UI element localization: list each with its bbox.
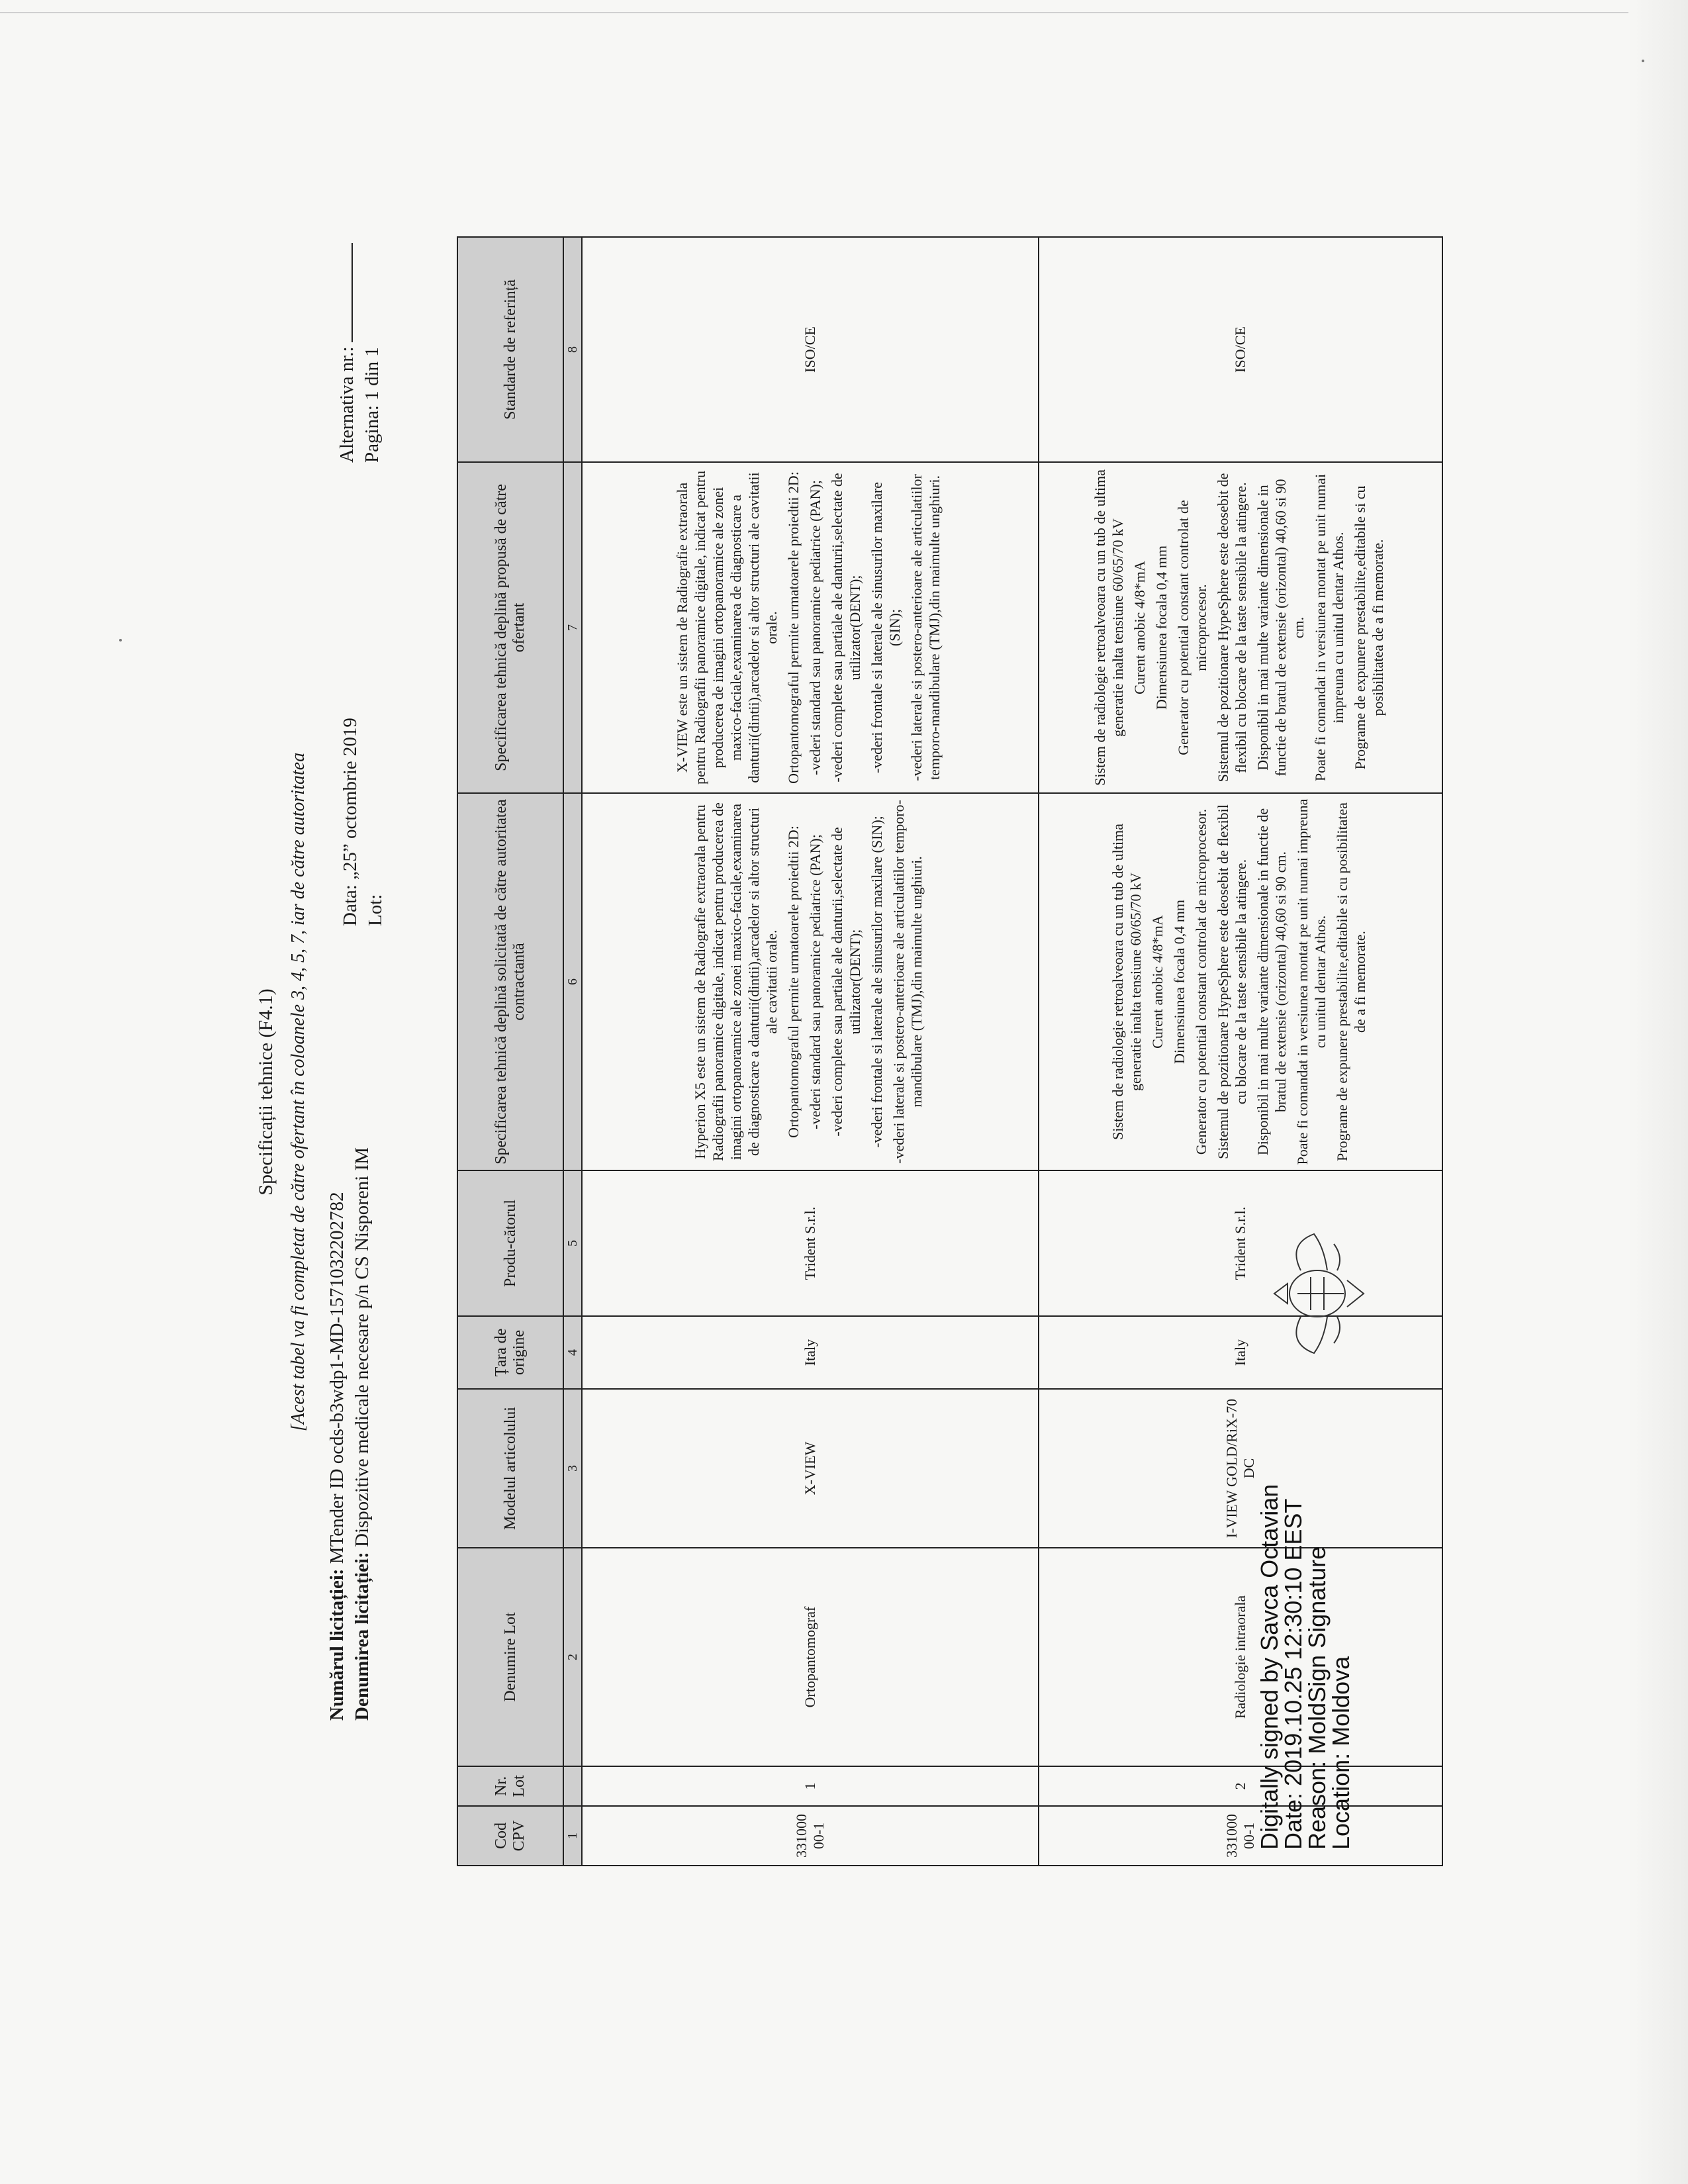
spec-paragraph: Dimensiunea focala 0,4 mm [1152, 545, 1170, 710]
lot-label: Lot: [365, 894, 386, 926]
spec-paragraph: X-VIEW este un sistem de Radiografie extraorala pentru Radiografii panoramice digitale, indicat pentru producerea de imagini ortopanoramice ale zonei maxico-faciale,examinarea de diagnosticare a danturii(dintii),arcadelor si altor structuri ale cavitatii orale. [674, 470, 780, 785]
cell-model: X-VIEW [582, 1389, 1039, 1548]
col-header-producer: Produ-cătorul [457, 1170, 563, 1316]
spec-paragraph: Programe de expunere prestabilite,editabile si cu posibilitatea de a fi memorate. [1351, 485, 1386, 770]
col-header-nr-lot: Nr. Lot [457, 1766, 563, 1806]
spec-paragraph: Sistemul de pozitionare HypeSphere este deosebit de flexibil cu blocare de la taste sensibile la atingere. [1214, 473, 1249, 783]
alternative-blank [352, 243, 353, 342]
col-number: 6 [563, 793, 582, 1170]
cell-lot-name: Radiologie intraorala [1039, 1548, 1442, 1766]
spec-paragraph: Ortopantomograful permite urmatoarele proiedtii 2D: [785, 826, 802, 1138]
spec-paragraph: -vederi complete sau partiale ale danturii,selectate de utilizator(DENT); [829, 473, 863, 783]
date-value: „25” octombrie 2019 [340, 718, 361, 880]
spec-paragraph: -vederi complete sau partiale ale danturii,selectate de utilizator(DENT); [829, 827, 863, 1137]
signature-line: Reason: MoldSign Signature [1303, 1546, 1331, 1850]
spec-paragraph: Poate fi comandat in versiunea montat pe unit numai impreuna cu unitul dentar Athos. [1293, 798, 1329, 1165]
digital-signature [1258, 1484, 1353, 1850]
spec-paragraph: Hyperion X5 este un sistem de Radiografie extraorala pentru Radiografii panoramice digitale, indicat pentru producerea de imagini ortopanoramice ale zonei maxico-faciale,examinarea de diagnosticare a danturii(dintii),arcadelor si altor structuri ale cavitatii orale. [692, 802, 780, 1161]
document-subtitle: [Acest tabel va fi completat de către ofertant în coloanele 3, 4, 5, 7, iar de către autoritatea [288, 752, 308, 1432]
cell-spec-offered [1039, 462, 1442, 793]
cell-cpv: 331000 00-1 [1039, 1806, 1442, 1866]
col-header-country: Țara de origine [457, 1316, 563, 1389]
alternative-page-info [334, 243, 385, 463]
spec-paragraph: Sistemul de pozitionare HypeSphere este deosebit de flexibil cu blocare de la taste sensibile la atingere. [1214, 804, 1249, 1159]
cell-nr-lot: 2 [1039, 1766, 1442, 1806]
spec-paragraph: -vederi frontale si laterale ale sinusurilor maxilare (SIN); [868, 482, 903, 773]
cell-spec-requested [582, 793, 1039, 1170]
cell-standard: ISO/CE [1039, 237, 1442, 462]
cell-producer: Trident S.r.l. [1039, 1170, 1442, 1316]
spec-paragraph: Programe de expunere prestabilite,editabile si cu posibilitatea de a fi memorate. [1333, 802, 1368, 1161]
col-number: 4 [563, 1316, 582, 1389]
spec-paragraph: Generator cu potential constant controlat de microprocesor. [1174, 500, 1209, 755]
alternative-label: Alternativa nr.: [336, 346, 357, 463]
tender-info [324, 1147, 375, 1721]
tender-number-label: Numărul licitației: [326, 1568, 348, 1721]
col-number: 3 [563, 1389, 582, 1548]
spec-paragraph: Sistem de radiologie retroalveoara cu un tub de ultima generatie inalta tensiune 60/65/70 kV [1109, 824, 1144, 1140]
col-header-standards: Standarde de referință [457, 237, 563, 462]
col-number: 8 [563, 237, 582, 462]
signature-line: Location: Moldova [1327, 1656, 1354, 1850]
col-header-cpv: Cod CPV [457, 1806, 563, 1866]
spec-paragraph: Dimensiunea focala 0,4 mm [1170, 899, 1188, 1065]
date-label: Data: [340, 884, 361, 926]
col-number: 1 [563, 1806, 582, 1866]
page-value: 1 din 1 [361, 347, 383, 401]
col-number: 7 [563, 462, 582, 793]
cell-nr-lot: 1 [582, 1766, 1039, 1806]
cell-country: Italy [582, 1316, 1039, 1389]
spec-paragraph: Disponibil in mai multe variante dimensionale in functie de bratul de extensie (orizontal) 40,60 si 90 cm. [1254, 479, 1307, 777]
cell-spec-requested [1039, 793, 1442, 1170]
spec-paragraph: -vederi frontale si laterale ale sinusurilor maxilare (SIN); [868, 816, 885, 1148]
col-header-spec-requested: Specificarea tehnică deplină solicitată de către autoritatea contractantă [457, 793, 563, 1170]
cell-lot-name: Ortopantomograf [582, 1548, 1039, 1766]
spec-paragraph: Generator cu potential constant controlat de microprocesor. [1192, 808, 1209, 1155]
tender-name-value: Dispozitive medicale necesare p/n CS Nisporeni IM [352, 1147, 373, 1547]
col-number: 5 [563, 1170, 582, 1316]
cell-spec-offered [582, 462, 1039, 793]
col-number [563, 1766, 582, 1806]
col-number: 2 [563, 1548, 582, 1766]
signature-line: Date: 2019.10.25 12:30:10 EEST [1280, 1498, 1307, 1850]
col-header-lot-name: Denumire Lot [457, 1548, 563, 1766]
signature-line: Digitally signed by Savca Octavian [1256, 1484, 1283, 1850]
cell-standard: ISO/CE [582, 237, 1039, 462]
column-number-row [563, 237, 582, 1866]
table-row [1039, 237, 1442, 1866]
cell-producer: Trident S.r.l. [582, 1170, 1039, 1316]
table-row [582, 237, 1039, 1866]
spec-paragraph: Curent anobic 4/8*mA [1149, 915, 1166, 1049]
spec-paragraph: -vederi standard sau panoramice pediatrice (PAN); [807, 834, 823, 1129]
spec-paragraph: Ortopantomograful permite urmatoarele proiedtii 2D: [785, 471, 802, 784]
cell-cpv: 331000 00-1 [582, 1806, 1039, 1866]
page-label: Pagina: [361, 405, 383, 463]
document-title: Specificații tehnice (F4.1) [255, 988, 277, 1196]
spec-paragraph: -vederi laterale si postero-anterioare ale articulatiilor temporo-mandibulare (TMJ),din maimulte unghiuri. [890, 800, 925, 1164]
spec-paragraph: -vederi standard sau panoramice pediatrice (PAN); [807, 480, 823, 775]
date-lot-info [338, 718, 388, 926]
col-header-spec-offered: Specificarea tehnică deplină propusă de către ofertant [457, 462, 563, 793]
col-header-model: Modelul articolului [457, 1389, 563, 1548]
spec-paragraph: Disponibil in mai multe variante dimensionale in functie de bratul de extensie (orizontal) 40,60 si 90 cm. [1254, 808, 1289, 1156]
spec-paragraph: Poate fi comandat in versiunea montat pe unit numai impreuna cu unitul dentar Athos. [1311, 473, 1346, 782]
spec-paragraph: Curent anobic 4/8*mA [1131, 561, 1148, 694]
tender-number-value: MTender ID ocds-b3wdp1-MD-1571032202782 [326, 1192, 348, 1564]
coat-of-arms-icon [1261, 1217, 1374, 1370]
spec-paragraph: Sistem de radiologie retroalveoara cu un tub de ultima generatie inalta tensiune 60/65/70 kV [1091, 469, 1126, 786]
table-header-row [457, 237, 563, 1866]
tender-name-label: Denumirea licitației: [352, 1552, 373, 1721]
spec-paragraph: -vederi laterale si postero-anterioare ale articulatiilor temporo-mandibulare (TMJ),din maimulte unghiuri. [908, 474, 943, 781]
cell-country: Italy [1039, 1316, 1442, 1389]
cell-model: I-VIEW GOLD/RiX-70 DC [1039, 1389, 1442, 1548]
